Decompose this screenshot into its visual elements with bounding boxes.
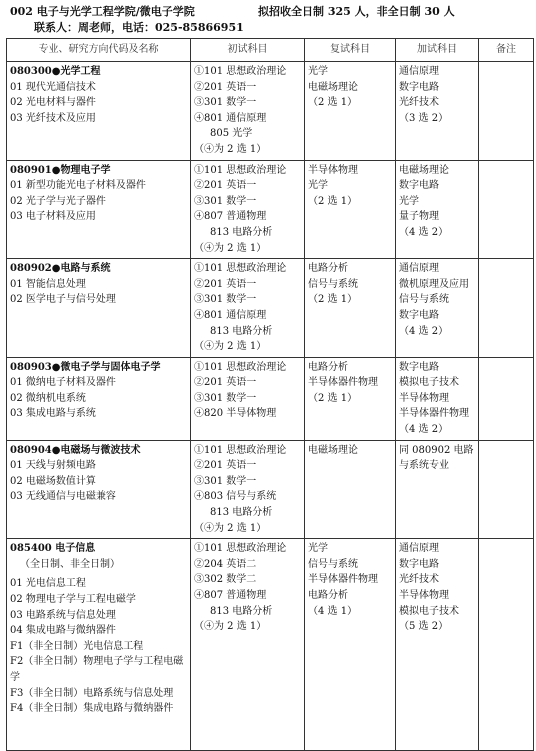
- cell-line: 光纤技术: [399, 574, 439, 586]
- table-row: [7, 357, 534, 440]
- department-title: 002 电子与光学工程学院/微电子学院: [10, 5, 195, 18]
- cell-line: 813 电路分析: [210, 325, 273, 337]
- cell-major: [7, 259, 191, 358]
- cell-line: 电路分析: [308, 263, 348, 275]
- table-row: [7, 539, 534, 751]
- cell-line: ③301 数学一: [194, 475, 257, 487]
- cell-line: F2（非全日制）物理电子学与工程电磁学: [10, 656, 184, 683]
- cell-line: 光学: [308, 66, 328, 77]
- cell-retest: [305, 160, 396, 259]
- cell-exam: [191, 539, 305, 751]
- cell-line: 半导体器件物理: [399, 408, 469, 420]
- cell-line: 01 新型功能光电子材料及器件: [10, 180, 146, 192]
- cell-line: ②204 英语二: [194, 558, 257, 570]
- cell-exam: [191, 160, 305, 259]
- column-header-extra: 加试科目: [396, 39, 479, 62]
- cell-line: 通信原理: [399, 543, 439, 555]
- cell-extra: [396, 539, 479, 751]
- page-header: [10, 4, 530, 36]
- cell-line: （④为 2 选 1）: [194, 341, 267, 353]
- cell-line: （4 选 2）: [399, 325, 449, 337]
- cell-line: 080901●物理电子学: [10, 164, 111, 176]
- cell-retest: [305, 440, 396, 539]
- cell-line: 02 医学电子与信号处理: [10, 294, 116, 306]
- cell-line: ③301 数学一: [194, 294, 257, 306]
- cell-line: （④为 2 选 1）: [194, 621, 267, 633]
- cell-line: 与系统专业: [399, 460, 449, 472]
- cell-line: 电路分析: [308, 361, 348, 373]
- cell-extra: [396, 160, 479, 259]
- contact-info: 联系人：周老师，电话：025-85866951: [34, 21, 244, 34]
- cell-note: [479, 62, 534, 161]
- enrollment-quota: 拟招收全日制 325 人，非全日制 30 人: [258, 5, 455, 18]
- cell-line: 光纤技术: [399, 97, 439, 109]
- cell-line: 080300●光学工程: [10, 66, 101, 77]
- cell-line: 01 现代光通信技术: [10, 81, 96, 93]
- cell-exam: [191, 440, 305, 539]
- cell-line: ①101 思想政治理论: [194, 444, 287, 456]
- table-header-row: [7, 39, 534, 62]
- cell-line: 数字电路: [399, 309, 439, 321]
- column-header-exam: 初试科目: [191, 39, 305, 62]
- cell-retest: [305, 259, 396, 358]
- cell-line: ②201 英语一: [194, 278, 257, 290]
- cell-line: F3（非全日制）电路系统与信息处理: [10, 687, 174, 699]
- cell-line: ④801 通信原理: [194, 309, 267, 321]
- cell-line: ③301 数学一: [194, 97, 257, 109]
- cell-note: [479, 440, 534, 539]
- cell-major: [7, 357, 191, 440]
- cell-line: ③301 数学一: [194, 392, 257, 404]
- cell-line: （2 选 1）: [308, 97, 358, 109]
- table-row: [7, 440, 534, 539]
- cell-line: 02 物理电子学与工程电磁学: [10, 594, 136, 605]
- cell-line: 光学: [308, 180, 328, 192]
- cell-line: （④为 2 选 1）: [194, 242, 267, 254]
- cell-line: 信号与系统: [399, 294, 449, 306]
- cell-note: [479, 357, 534, 440]
- table-row: [7, 62, 534, 161]
- cell-line: ①101 思想政治理论: [194, 543, 287, 555]
- cell-major: [7, 440, 191, 539]
- cell-major: [7, 539, 191, 751]
- cell-line: 04 集成电路与微纳器件: [10, 625, 116, 637]
- cell-line: 信号与系统: [308, 278, 358, 290]
- cell-line: ③302 数学二: [194, 574, 257, 586]
- cell-line: 电磁场理论: [308, 81, 358, 93]
- cell-line: 通信原理: [399, 263, 439, 275]
- cell-line: 03 电路系统与信息处理: [10, 609, 116, 621]
- cell-line: 微机原理及应用: [399, 278, 469, 290]
- cell-retest: [305, 357, 396, 440]
- cell-line: 080902●电路与系统: [10, 263, 111, 275]
- cell-line: 模拟电子技术: [399, 605, 459, 617]
- cell-line: 03 集成电路与系统: [10, 408, 96, 420]
- cell-line: （2 选 1）: [308, 294, 358, 306]
- cell-major: [7, 160, 191, 259]
- cell-line: （2 选 1）: [308, 195, 358, 207]
- cell-line: ①101 思想政治理论: [194, 263, 287, 275]
- cell-line: 080904●电磁场与微波技术: [10, 444, 141, 456]
- cell-line: 01 天线与射频电路: [10, 460, 96, 472]
- program-table: [6, 38, 534, 751]
- cell-line: 03 电子材料及应用: [10, 211, 96, 223]
- cell-line: ①101 思想政治理论: [194, 66, 287, 77]
- cell-line: ④803 信号与系统: [194, 491, 277, 503]
- cell-line: 半导体器件物理: [308, 377, 378, 389]
- cell-line: （5 选 2）: [399, 621, 449, 633]
- cell-exam: [191, 62, 305, 161]
- cell-line: ②201 英语一: [194, 377, 257, 389]
- cell-line: （4 选 2）: [399, 424, 449, 436]
- cell-line: 02 光子学与光子器件: [10, 195, 106, 207]
- cell-line: （2 选 1）: [308, 392, 358, 404]
- cell-line: （全日制、非全日制）: [20, 558, 120, 570]
- cell-line: 02 光电材料与器件: [10, 97, 96, 109]
- cell-exam: [191, 357, 305, 440]
- table-row: [7, 259, 534, 358]
- cell-note: [479, 259, 534, 358]
- cell-line: 02 微纳机电系统: [10, 392, 86, 404]
- cell-note: [479, 539, 534, 751]
- cell-line: F1（非全日制）光电信息工程: [10, 640, 144, 652]
- cell-line: 信号与系统: [308, 558, 358, 570]
- cell-line: 03 无线通信与电磁兼容: [10, 491, 116, 503]
- cell-line: 01 微纳电子材料及器件: [10, 377, 116, 389]
- cell-line: （3 选 2）: [399, 112, 449, 124]
- cell-line: 同 080902 电路: [399, 444, 474, 456]
- cell-line: 数字电路: [399, 558, 439, 570]
- cell-retest: [305, 539, 396, 751]
- cell-line: ③301 数学一: [194, 195, 257, 207]
- cell-line: ④820 半导体物理: [194, 408, 277, 420]
- cell-line: （④为 2 选 1）: [194, 522, 267, 534]
- cell-note: [479, 160, 534, 259]
- cell-line: 通信原理: [399, 66, 439, 77]
- cell-line: ④807 普通物理: [194, 211, 267, 223]
- cell-extra: [396, 62, 479, 161]
- cell-line: 01 光电信息工程: [10, 578, 86, 590]
- cell-line: 光学: [308, 543, 328, 555]
- cell-line: 半导体器件物理: [308, 574, 378, 586]
- cell-line: （④为 2 选 1）: [194, 143, 267, 155]
- cell-line: （4 选 1）: [308, 605, 358, 617]
- cell-line: 光学: [399, 195, 419, 207]
- cell-line: 02 电磁场数值计算: [10, 475, 96, 487]
- cell-line: 03 光纤技术及应用: [10, 112, 96, 124]
- cell-line: ①101 思想政治理论: [194, 361, 287, 373]
- cell-line: 数字电路: [399, 361, 439, 373]
- cell-extra: [396, 357, 479, 440]
- cell-line: 01 智能信息处理: [10, 278, 86, 290]
- cell-line: ④801 通信原理: [194, 112, 267, 124]
- column-header-retest: 复试科目: [305, 39, 396, 62]
- cell-line: 半导体物理: [399, 590, 449, 601]
- cell-line: （4 选 2）: [399, 226, 449, 238]
- cell-line: 数字电路: [399, 180, 439, 192]
- cell-major: [7, 62, 191, 161]
- cell-line: F4（非全日制）集成电路与微纳器件: [10, 703, 174, 715]
- cell-line: 电路分析: [308, 590, 348, 601]
- table-row: [7, 160, 534, 259]
- cell-line: 半导体物理: [399, 392, 449, 404]
- cell-line: 数字电路: [399, 81, 439, 93]
- cell-line: 813 电路分析: [210, 507, 273, 519]
- cell-line: ②201 英语一: [194, 81, 257, 93]
- cell-line: ④807 普通物理: [194, 590, 267, 601]
- cell-retest: [305, 62, 396, 161]
- cell-line: ①101 思想政治理论: [194, 164, 287, 176]
- cell-extra: [396, 259, 479, 358]
- cell-line: ②201 英语一: [194, 180, 257, 192]
- cell-line: 电磁场理论: [308, 444, 358, 456]
- cell-line: 080903●微电子学与固体电子学: [10, 361, 161, 373]
- cell-line: 805 光学: [210, 128, 253, 140]
- cell-line: 模拟电子技术: [399, 377, 459, 389]
- cell-exam: [191, 259, 305, 358]
- cell-line: 量子物理: [399, 211, 439, 223]
- column-header-note: 备注: [479, 39, 534, 62]
- cell-line: ②201 英语一: [194, 460, 257, 472]
- cell-line: 电磁场理论: [399, 164, 449, 176]
- cell-extra: [396, 440, 479, 539]
- cell-line: 085400 电子信息: [10, 543, 96, 555]
- column-header-major: 专业、研究方向代码及名称: [7, 39, 191, 62]
- cell-line: 813 电路分析: [210, 605, 273, 617]
- cell-line: 813 电路分析: [210, 226, 273, 238]
- cell-line: 半导体物理: [308, 164, 358, 176]
